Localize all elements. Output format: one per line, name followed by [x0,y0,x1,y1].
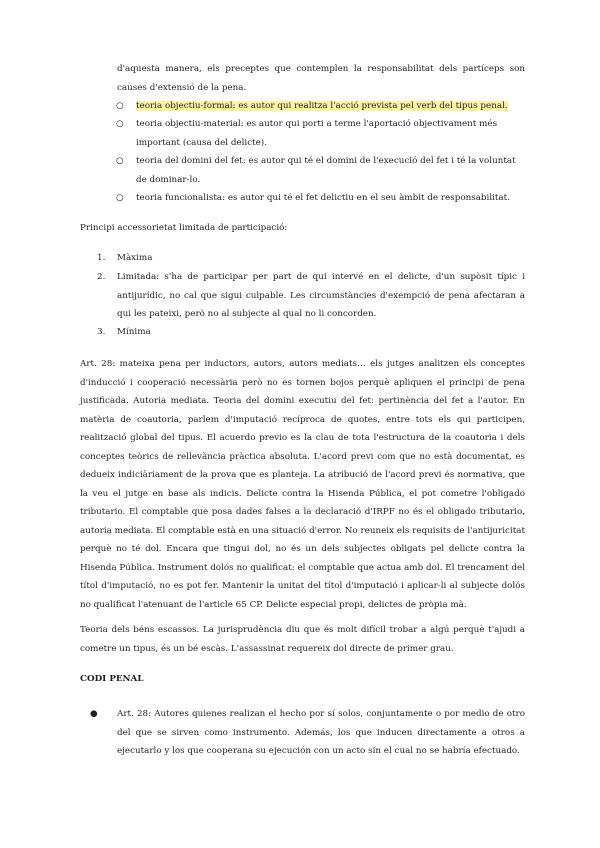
scarce-goods-paragraph: Teoria dels béns escassos. La jurisprudència diu que és molt difícil trobar a algú perquè t'ajudi a cometre un tipus, és un bé escàs. L'assassinat requereix dol directe de primer grau. [80,625,525,654]
theory-text: es autor qui porti a terme l'aportació objectivament més important (causa del delicte). [136,119,498,148]
bullet-icon: ○ [116,193,124,203]
theory-item-funcionalista: ○ teoria funcionalista: es autor qui té el fet delictiu en el seu àmbit de responsabilitat. [136,189,526,208]
item-text: Limitada: s'ha de participar per part de qui intervé en el delicte, d'un supòsit típic i antijurídic, no cal que sigui culpable. Les circumstàncies d'exempció de pena afectaran a qui les pateixi, però no al subjecte al qual no li concorden. [117,272,525,319]
codi-penal-item [90,705,525,761]
theory-term: teoria objectiu-formal [136,101,233,111]
theory-text: es autor qui té el fet delictiu en el seu àmbit de responsabilitat. [227,193,510,203]
theory-item-material: ○ teoria objectiu-material: es autor qui porti a terme l'aportació objectivament més important (causa del delicte). [136,115,526,152]
principle-item-1 [97,249,525,268]
theory-term: teoria objectiu-material [136,119,241,129]
bullet-icon: ○ [116,119,124,129]
art28-paragraph: Art. 28: mateixa pena per inductors, autors, autors mediats… els jutges analitzen els conceptes d'inducció i cooperació necessària però no es tornen bojos perquè apliquen el principi de pena justificada. Autoria mediata. Teoria del domini executiu del fet: pertinència del fet a l'autor. En matèria de coautoria, parlem d'imputació recíproca de quotes, entre tots els qui participen, realització global del tipus. El acuerdo previo es la clau de tota l'estructura de la coautoria i dels conceptes teòrics de rellevància pràctica absoluta. L'acord previ com que no està documentat, es dedueix indiciàriament de la prova que es planteja. La atribució de l'acord previ és normativa, que la veu el jutge en base als indicis. Delicte contra la Hisenda Pública, el pot cometre l'obligado tributario. El comptable que posa dades falses a la declaració d'IRPF no és el obligado tributario, autoria mediata. El comptable està en una situació d'error. No reuneix els requisits de l'antijuricitat perquè no té dol. Encara que tingui dol, no és un dels subjectes obligats pel delicte contra la Hisenda Pública. Instrument dolós no qualificat: el comptable que actua amb dol. El trencament del títol d'imputació, no es pot fer. Mantenir la unitat del títol d'imputació i aplicar-li al subjecte dolós no qualificat l'atenuant de l'article 65 CP. Delicte especial propi, delictes de pròpia mà. [80,359,525,610]
item-number: 1. [97,253,106,263]
codi-penal-heading: CODI PENAL [80,674,144,684]
theory-term: teoria funcionalista [136,193,223,203]
theory-item-domini: ○ teoria del domini del fet: es autor qui té el domini de l'execució del fet i té la voluntat de dominar-lo. [136,152,526,189]
theory-text: es autor qui té el domini de l'execució del fet i té la voluntat de dominar-lo. [136,156,516,185]
item-number: 3. [97,327,106,337]
bullet-icon: ○ [116,156,124,166]
bullet-icon: ● [90,709,98,719]
intro-paragraph: d'aquesta manera, els preceptes que contemplen la responsabilitat dels partíceps son causes d'extensió de la pena. [117,64,525,93]
principle-heading: Principi accessorietat limitada de participació: [80,223,288,233]
item-text: Art. 28: Autores quienes realizan el hecho por sí solos, conjuntamente o por medio de otro del que se sirven como instrumento. Además, los que inducen directamente a otros a ejecutarlo y los que cooperana su ejecución con un acto sin el cual no se habría efectuado. [117,709,525,756]
item-text: Màxima [117,253,153,263]
item-number: 2. [97,272,106,282]
principle-item-3 [97,323,525,342]
principle-item-2 [97,268,525,324]
highlighted-text: teoria objectiu-formal: es autor qui realitza l'acció prevista pel verb del tipus penal. [136,101,508,111]
theory-term: teoria del domini del fet [136,156,243,166]
theory-item-formal [116,97,526,116]
theory-text: es autor qui realitza l'acció prevista pel verb del tipus penal. [238,101,508,111]
item-text: Mínima [117,327,151,337]
bullet-icon: ○ [116,101,124,111]
